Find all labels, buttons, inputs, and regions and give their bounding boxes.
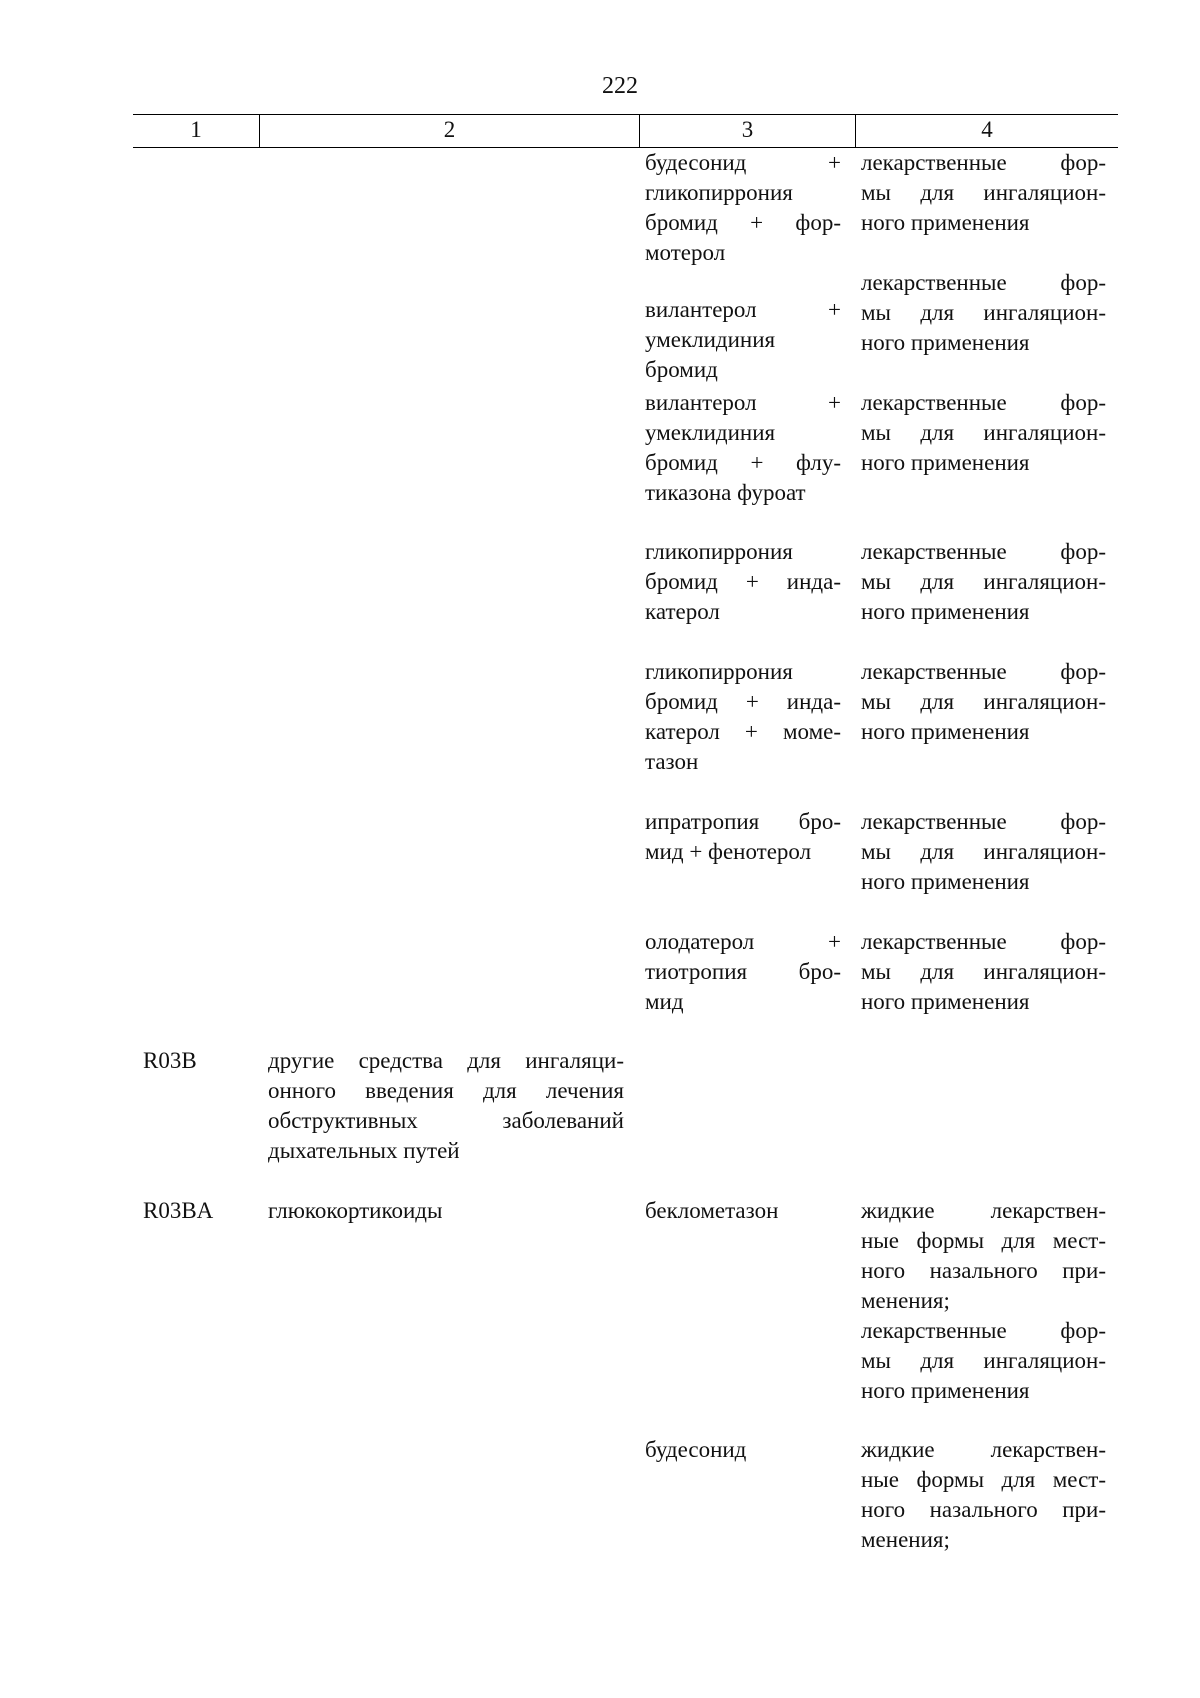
page-number: 222	[602, 73, 638, 99]
drug-name: олодатерол + тиотропия бро- мид	[645, 929, 841, 1014]
column-header-1: 1	[190, 117, 202, 142]
drug-name: вилантерол + умеклидиния бромид	[645, 297, 841, 382]
atc-code: R03BA	[143, 1198, 214, 1223]
table-header	[133, 114, 1118, 148]
atc-code: R03B	[143, 1048, 197, 1073]
drug-name: будесонид + гликопиррония бромид + фор- мотерол	[645, 150, 841, 265]
column-header-2: 2	[259, 115, 639, 147]
drug-name: вилантерол + умеклидиния бромид + флу- тиказона фуроат	[645, 390, 841, 505]
dosage-form: лекарственные фор- мы для ингаляцион- ного применения	[861, 809, 1106, 894]
column-header-4: 4	[855, 115, 1118, 147]
dosage-form: жидкие лекарствен- ные формы для мест- ного назального при- менения;	[861, 1437, 1106, 1552]
dosage-form: лекарственные фор- мы для ингаляцион- ного применения	[861, 539, 1106, 624]
dosage-form: лекарственные фор- мы для ингаляцион- ного применения	[861, 390, 1106, 475]
dosage-form: лекарственные фор- мы для ингаляцион- ного применения	[861, 150, 1106, 235]
drug-name: будесонид	[645, 1437, 747, 1462]
group-name: другие средства для ингаляци- онного введения для лечения обструктивных заболеваний дыхательных путей	[268, 1048, 624, 1163]
drug-name: ипратропия бро- мид + фенотерол	[645, 809, 841, 864]
column-header-3: 3	[639, 115, 855, 147]
dosage-form: жидкие лекарствен- ные формы для мест- ного назального при- менения; лекарственные фор- мы для ингаляцион- ного применения	[861, 1198, 1106, 1403]
dosage-form: лекарственные фор- мы для ингаляцион- ного применения	[861, 270, 1106, 355]
dosage-form: лекарственные фор- мы для ингаляцион- ного применения	[861, 929, 1106, 1014]
drug-name: беклометазон	[645, 1198, 779, 1223]
dosage-form: лекарственные фор- мы для ингаляцион- ного применения	[861, 659, 1106, 744]
drug-name: гликопиррония бромид + инда- катерол	[645, 539, 841, 624]
drug-name: гликопиррония бромид + инда- катерол + моме- тазон	[645, 659, 841, 774]
group-name: глюкокортикоиды	[268, 1198, 443, 1223]
